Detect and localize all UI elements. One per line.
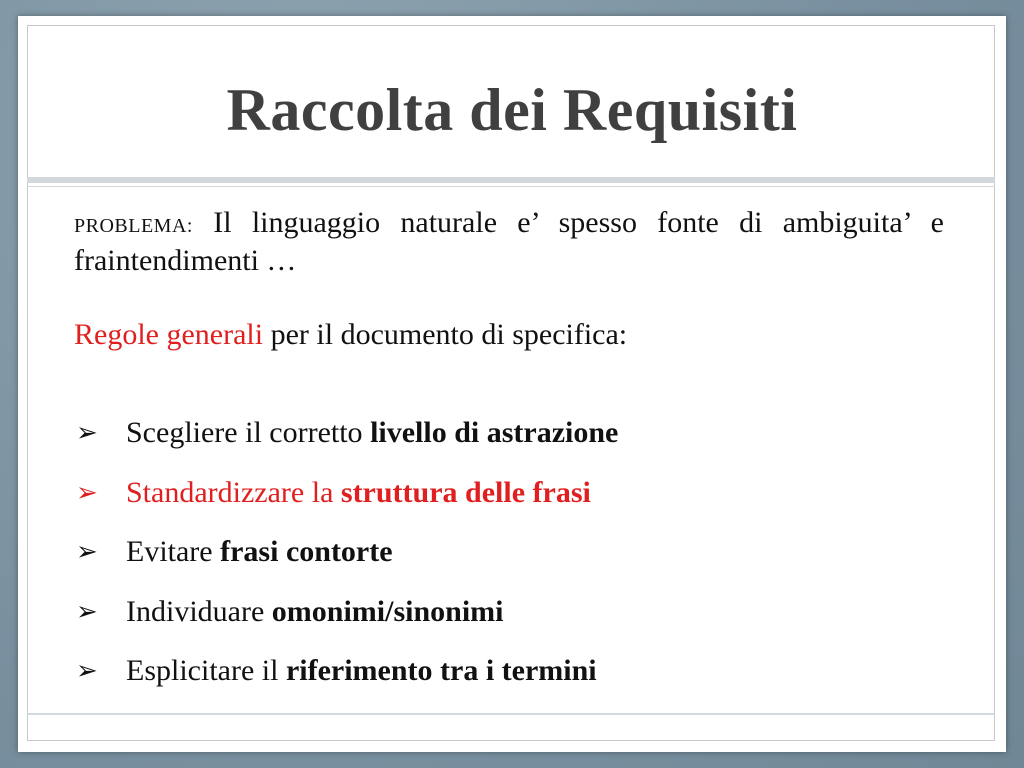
list-item-bold: livello di astrazione: [370, 416, 619, 449]
list-item-text: Scegliere il corretto: [126, 416, 371, 449]
list-item-bold: frasi contorte: [220, 535, 393, 568]
rules-paragraph: [74, 316, 944, 354]
problem-paragraph: [74, 204, 944, 281]
list-item-text: Individuare: [126, 594, 272, 628]
list-item-text: Standardizzare la: [126, 475, 341, 509]
list-item-bold: riferimento tra i termini: [285, 654, 597, 687]
arrowhead-bullet-icon: ➢: [76, 656, 98, 686]
footer-divider: [27, 713, 995, 715]
list-item: [74, 468, 954, 528]
list-item-text: Esplicitare il: [126, 654, 286, 687]
list-item-bold: struttura delle frasi: [340, 475, 591, 509]
list-item: [74, 646, 954, 706]
arrowhead-bullet-icon: ➢: [76, 596, 98, 627]
arrowhead-bullet-icon: ➢: [76, 477, 98, 508]
title-divider: [27, 177, 995, 183]
problem-label: PROBLEMA:: [74, 215, 193, 237]
slide: [18, 16, 1006, 752]
arrowhead-bullet-icon: ➢: [76, 537, 98, 567]
list-item: [74, 587, 954, 647]
list-item: [74, 527, 954, 587]
list-item-bold: omonimi/sinonimi: [271, 594, 504, 628]
rules-highlight: Regole generali: [74, 318, 264, 351]
rules-text: per il documento di specifica:: [270, 318, 628, 351]
problem-text: Il linguaggio naturale e’ spesso fonte di ambiguita’ e fraintendimenti …: [74, 206, 945, 278]
rules-list: [74, 408, 954, 706]
list-item-text: Evitare: [126, 535, 221, 568]
arrowhead-bullet-icon: ➢: [76, 418, 98, 448]
title-divider-line: [27, 186, 995, 187]
list-item: [74, 408, 954, 468]
slide-title: Raccolta dei Requisiti: [226, 77, 798, 143]
